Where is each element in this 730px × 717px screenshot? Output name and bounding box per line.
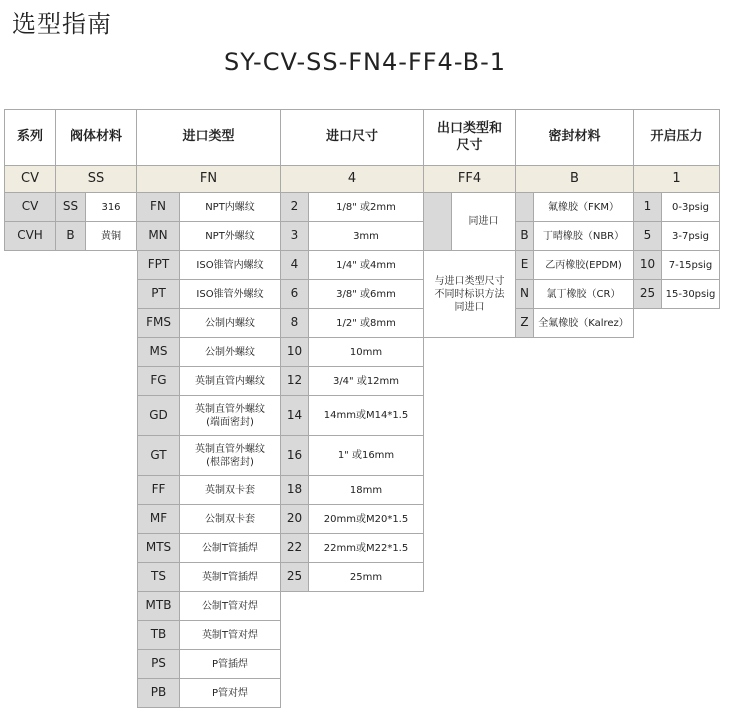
inlet-size-code: 3 [281, 222, 309, 251]
seal-label: 丁晴橡胶（NBR） [534, 222, 634, 251]
inlet-type-code: TB [137, 621, 180, 650]
header-series: 系列 [4, 109, 56, 166]
inlet-size-code: 20 [281, 505, 309, 534]
inlet-type-label-line: ISO锥管外螺纹 [196, 288, 264, 300]
inlet-type-label-line: NPT内螺纹 [205, 201, 255, 213]
inlet-type-label [180, 534, 281, 563]
outlet-same: 同进口 [452, 193, 516, 251]
series-code: CV [4, 193, 56, 222]
inlet-size-label: 1/4" 或4mm [309, 251, 424, 280]
inlet-size-label: 3/8" 或6mm [309, 280, 424, 309]
selected-inlet-type: FN [137, 166, 281, 193]
pressure-code: 1 [634, 193, 662, 222]
model-code: SY-CV-SS-FN4-FF4-B-1 [223, 48, 507, 76]
inlet-size-label: 14mm或M14*1.5 [309, 396, 424, 436]
inlet-type-code: FG [137, 367, 180, 396]
inlet-type-label [180, 650, 281, 679]
inlet-type-label [180, 563, 281, 592]
inlet-type-label-line: 英制双卡套 [205, 484, 255, 496]
inlet-size-label: 25mm [309, 563, 424, 592]
header-inlet-size: 进口尺寸 [281, 109, 424, 166]
inlet-type-code: MN [137, 222, 180, 251]
inlet-size-code: 14 [281, 396, 309, 436]
inlet-type-label-line: 英制直管外螺纹 [195, 403, 265, 415]
inlet-type-label [180, 367, 281, 396]
inlet-size-code: 10 [281, 338, 309, 367]
inlet-size-label: 1/8" 或2mm [309, 193, 424, 222]
inlet-type-label [180, 309, 281, 338]
header-pressure: 开启压力 [634, 109, 720, 166]
inlet-type-label [180, 436, 281, 476]
inlet-type-label-line: 英制直管外螺纹 [195, 443, 265, 455]
selected-outlet: FF4 [424, 166, 516, 193]
page-title: 选型指南 [12, 10, 112, 38]
inlet-type-label-note: (端面密封) [206, 416, 254, 428]
selected-seal: B [516, 166, 634, 193]
selected-pressure: 1 [634, 166, 720, 193]
inlet-type-code: GD [137, 396, 180, 436]
inlet-size-code: 18 [281, 476, 309, 505]
inlet-type-code: MTS [137, 534, 180, 563]
inlet-type-label [180, 621, 281, 650]
inlet-size-label: 1/2" 或8mm [309, 309, 424, 338]
inlet-type-label-line: 英制T管对焊 [201, 629, 259, 641]
seal-code: Z [516, 309, 534, 338]
inlet-type-code: GT [137, 436, 180, 476]
body-material-code: SS [56, 193, 86, 222]
outlet-code [424, 193, 452, 251]
outlet-different: 与进口类型尺寸不同时标识方法同进口 [424, 251, 516, 338]
pressure-label: 15-30psig [662, 280, 720, 309]
inlet-type-label-line: 英制T管插焊 [201, 571, 259, 583]
inlet-type-code: TS [137, 563, 180, 592]
inlet-type-label-line: 公制T管对焊 [201, 600, 259, 612]
inlet-type-label [180, 280, 281, 309]
inlet-size-code: 4 [281, 251, 309, 280]
pressure-label: 3-7psig [662, 222, 720, 251]
inlet-type-label [180, 193, 281, 222]
inlet-type-label-line: ISO锥管内螺纹 [196, 259, 264, 271]
seal-code: B [516, 222, 534, 251]
selected-inlet-size: 4 [281, 166, 424, 193]
header-outlet: 出口类型和尺寸 [424, 109, 516, 166]
inlet-type-code: FF [137, 476, 180, 505]
pressure-code: 5 [634, 222, 662, 251]
seal-code: N [516, 280, 534, 309]
pressure-code: 25 [634, 280, 662, 309]
inlet-size-label: 20mm或M20*1.5 [309, 505, 424, 534]
inlet-size-code: 25 [281, 563, 309, 592]
header-seal: 密封材料 [516, 109, 634, 166]
seal-code: E [516, 251, 534, 280]
selected-series: CV [4, 166, 56, 193]
seal-label: 氟橡胶（FKM） [534, 193, 634, 222]
inlet-size-code: 6 [281, 280, 309, 309]
inlet-type-code: FN [137, 193, 180, 222]
inlet-size-code: 12 [281, 367, 309, 396]
inlet-type-label-line: 公制T管插焊 [201, 542, 259, 554]
inlet-type-code: PB [137, 679, 180, 708]
pressure-label: 0-3psig [662, 193, 720, 222]
inlet-size-label: 22mm或M22*1.5 [309, 534, 424, 563]
series-code: CVH [4, 222, 56, 251]
inlet-type-code: MTB [137, 592, 180, 621]
inlet-type-label [180, 396, 281, 436]
inlet-size-label: 1" 或16mm [309, 436, 424, 476]
inlet-size-label: 18mm [309, 476, 424, 505]
inlet-size-code: 16 [281, 436, 309, 476]
body-material-label: 316 [86, 193, 137, 222]
body-material-label: 黄铜 [86, 222, 137, 251]
inlet-size-label: 3/4" 或12mm [309, 367, 424, 396]
inlet-type-label-line: P管对焊 [211, 687, 249, 699]
inlet-type-label-note: (根部密封) [206, 456, 254, 468]
inlet-type-code: MS [137, 338, 180, 367]
seal-code [516, 193, 534, 222]
inlet-type-code: FMS [137, 309, 180, 338]
pressure-label: 7-15psig [662, 251, 720, 280]
inlet-type-label-line: NPT外螺纹 [205, 230, 255, 242]
selected-body-material: SS [56, 166, 137, 193]
body-material-code: B [56, 222, 86, 251]
inlet-size-label: 10mm [309, 338, 424, 367]
inlet-type-label [180, 338, 281, 367]
inlet-size-code: 8 [281, 309, 309, 338]
inlet-type-label [180, 679, 281, 708]
inlet-type-code: PS [137, 650, 180, 679]
inlet-size-code: 22 [281, 534, 309, 563]
inlet-type-code: FPT [137, 251, 180, 280]
inlet-type-code: PT [137, 280, 180, 309]
seal-label: 乙丙橡胶(EPDM) [534, 251, 634, 280]
seal-label: 氯丁橡胶（CR） [534, 280, 634, 309]
inlet-type-label [180, 592, 281, 621]
inlet-type-label-line: 公制内螺纹 [205, 317, 255, 329]
inlet-type-label-line: 公制双卡套 [205, 513, 255, 525]
inlet-type-label-line: P管插焊 [211, 658, 249, 670]
inlet-size-code: 2 [281, 193, 309, 222]
inlet-type-label-line: 公制外螺纹 [205, 346, 255, 358]
seal-label: 全氟橡胶（Kalrez） [534, 309, 634, 338]
inlet-type-label [180, 222, 281, 251]
inlet-type-label [180, 505, 281, 534]
inlet-size-label: 3mm [309, 222, 424, 251]
header-inlet-type: 进口类型 [137, 109, 281, 166]
pressure-code: 10 [634, 251, 662, 280]
inlet-type-code: MF [137, 505, 180, 534]
header-body-material: 阀体材料 [56, 109, 137, 166]
inlet-type-label-line: 英制直管内螺纹 [195, 375, 265, 387]
inlet-type-label [180, 476, 281, 505]
inlet-type-label [180, 251, 281, 280]
